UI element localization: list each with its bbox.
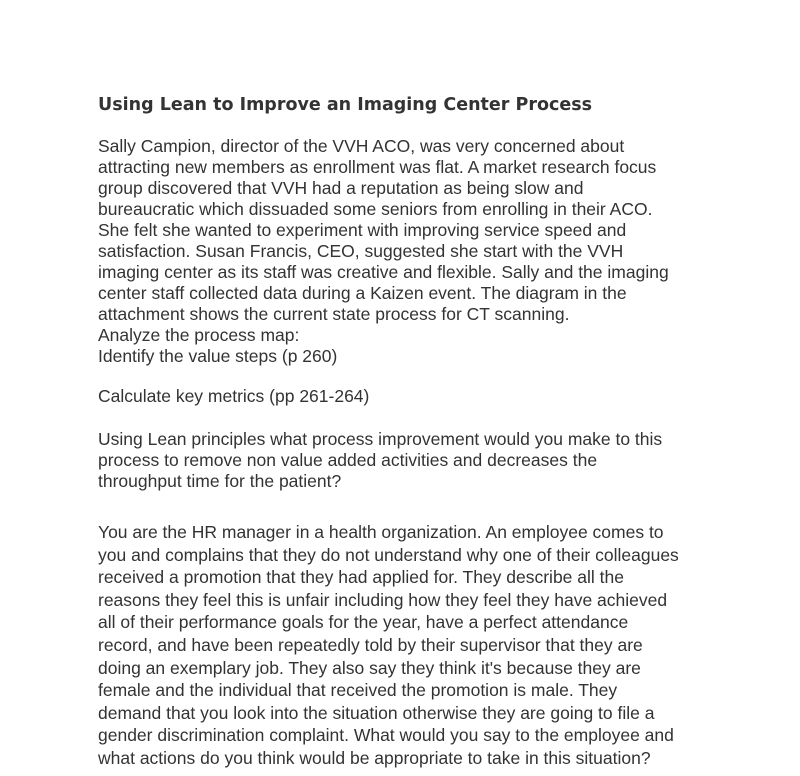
document-title: Using Lean to Improve an Imaging Center Process bbox=[98, 95, 593, 115]
hr-scenario-paragraph: You are the HR manager in a health organization. An employee comes to you and complains that they do not understand why one of their colleagues received a promotion that they had applied for. They describe all the reasons they feel this is unfair including how they feel they have achieved all of their performance goals for the year, have a perfect attendance record, and have been repeatedly told by their supervisor that they are doing an exemplary job. They also say they think it's because they are female and the individual that received the promotion is male. They demand that you look into the situation otherwise they are going to file a gender discrimination complaint. What would you say to the employee and what actions do you think would be appropriate to take in this situation? bbox=[98, 522, 679, 768]
case-paragraph: Sally Campion, director of the VVH ACO, was very concerned about attracting new members as enrollment was flat. A market research focus group discovered that VVH had a reputation as being slow and bureaucratic which dissuaded some seniors from enrolling in their ACO. She felt she wanted to experiment with improving service speed and satisfaction. Susan Francis, CEO, suggested she start with the VVH imaging center as its staff was creative and flexible. Sally and the imaging center staff collected data during a Kaizen event. The diagram in the attachment shows the current state process for CT scanning. Analyze the process map: Identify the value steps (p 260) bbox=[98, 135, 669, 366]
metrics-question: Calculate key metrics (pp 261-264) bbox=[98, 386, 370, 406]
lean-question: Using Lean principles what process improvement would you make to this process to remove non value added activities and decreases the throughput time for the patient? bbox=[98, 429, 663, 491]
